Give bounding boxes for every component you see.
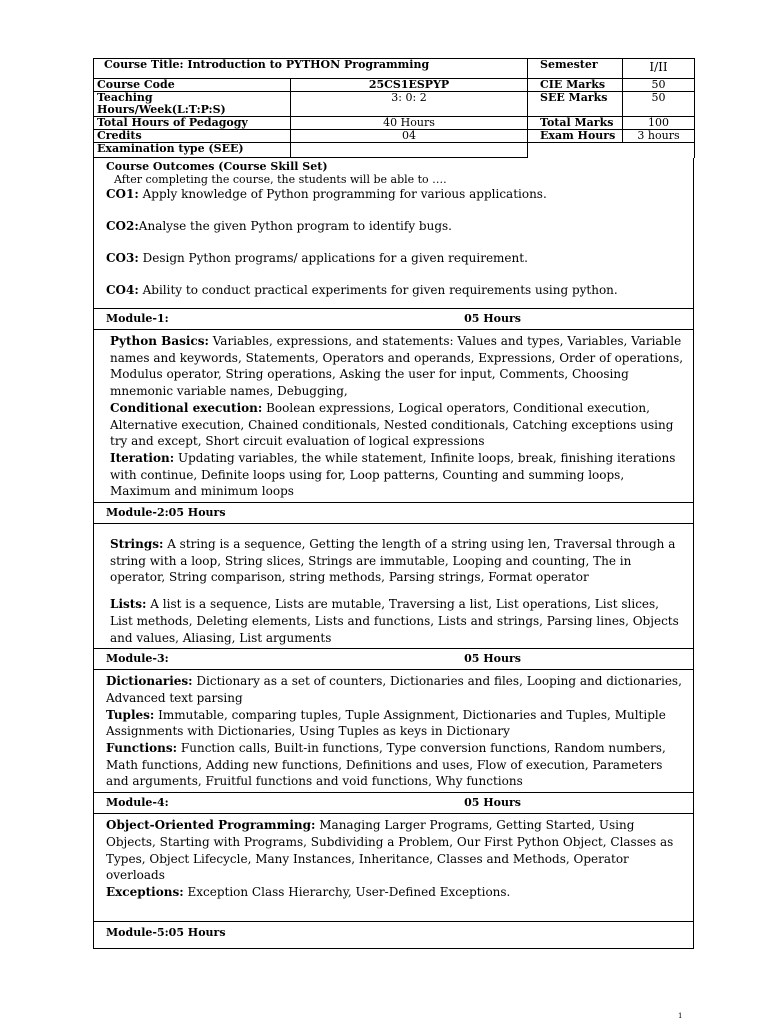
- module-topic: Strings: A string is a sequence, Getting the length of a string using len, Traversal through a string with a loop, String slices, Strings are immutable, Looping and counting, The in operator, String comparison, string methods, Parsing strings, Format operator: [110, 537, 676, 585]
- exam-type-value: [291, 143, 528, 158]
- module-topic: Functions: Function calls, Built-in functions, Type conversion functions, Random numbers, Math functions, Adding new functions, Definitions and uses, Flow of execution, Parameters and arguments, Fruitful functions and void functions, Why functions: [106, 741, 666, 789]
- see-marks-label: SEE Marks: [528, 92, 623, 117]
- total-marks-value: 100: [623, 117, 695, 130]
- total-marks-label: Total Marks: [528, 117, 623, 130]
- cie-marks-value: 50: [623, 79, 695, 92]
- module-5-header: Module-5:05 Hours: [94, 921, 693, 948]
- course-title: Course Title: Introduction to PYTHON Programming: [94, 59, 528, 79]
- course-info-table: [93, 58, 695, 158]
- module-3-header: [94, 648, 693, 670]
- teaching-label-line1: Teaching: [97, 91, 153, 104]
- pedagogy-hours-value: 40 Hours: [291, 117, 528, 130]
- module-2-content: [94, 524, 693, 648]
- module-topic: Lists: A list is a sequence, Lists are mutable, Traversing a list, List operations, List slices, List methods, Deleting elements, Lists and functions, Lists and strings, Parsing lines, Objects and values, Aliasing, List arguments: [110, 597, 679, 645]
- syllabus-body: [93, 158, 694, 949]
- module-topic: Conditional execution: Boolean expressions, Logical operators, Conditional execution, Alternative execution, Chained conditionals, Nested conditionals, Catching exceptions using try and except, Short circuit evaluation of logical expressions: [110, 400, 674, 449]
- pedagogy-hours-label: Total Hours of Pedagogy: [94, 117, 291, 130]
- exam-hours-value: 3 hours: [623, 130, 695, 143]
- module-topic: Object-Oriented Programming: Managing Larger Programs, Getting Started, Using Objects, Starting with Programs, Subdividing a Problem, Our First Python Object, Classes as Types, Object Lifecycle, Many Instances, Inheritance, Classes and Methods, Operator overloads: [106, 818, 674, 883]
- module-3-hours: 05 Hours: [464, 652, 521, 666]
- teaching-label-line2: Hours/Week(L:T:P:S): [97, 103, 226, 116]
- exam-type-label: Examination type (SEE): [94, 143, 291, 158]
- module-topic: Tuples: Immutable, comparing tuples, Tuple Assignment, Dictionaries and Tuples, Multiple Assignments with Dictionaries, Using Tuples as keys in Dictionary: [106, 707, 666, 739]
- outcome-item: CO2:Analyse the given Python program to identify bugs.: [106, 219, 452, 233]
- course-outcomes-heading: Course Outcomes (Course Skill Set): [106, 160, 328, 173]
- semester-label: Semester: [528, 59, 623, 79]
- credits-value: 04: [291, 130, 528, 143]
- syllabus-document: [93, 58, 694, 949]
- module-4-header: [94, 792, 693, 814]
- course-outcomes-section: [94, 158, 693, 308]
- outcome-item: CO3: Design Python programs/ applications for a given requirement.: [106, 251, 528, 265]
- module-topic: Iteration: Updating variables, the while statement, Infinite loops, break, finishing iterations with continue, Definite loops using for, Loop patterns, Counting and summing loops, Maximum and minimum loops: [110, 450, 676, 499]
- module-4-label: Module-4:: [106, 796, 169, 810]
- course-code-value: 25CS1ESPYP: [291, 79, 528, 92]
- outcome-item: CO1: Apply knowledge of Python programming for various applications.: [106, 187, 547, 201]
- module-4-hours: 05 Hours: [464, 796, 521, 810]
- module-topic: Python Basics: Variables, expressions, and statements: Values and types, Variables, Variable names and keywords, Statements, Operators and operands, Expressions, Order of operations, Modulus operator, String operations, Asking the user for input, Comments, Choosing mnemonic variable names, Debugging,: [110, 334, 684, 399]
- course-outcomes-intro: After completing the course, the students will be able to ….: [114, 173, 447, 186]
- see-marks-value: 50: [623, 92, 695, 117]
- credits-label: Credits: [94, 130, 291, 143]
- page-number: 1: [678, 1012, 683, 1020]
- module-4-content: [94, 814, 693, 921]
- module-3-label: Module-3:: [106, 652, 169, 666]
- module-3-content: [94, 670, 693, 792]
- teaching-hours-label: [94, 92, 291, 117]
- teaching-hours-value: 3: 0: 2: [291, 92, 528, 117]
- module-topic: Dictionaries: Dictionary as a set of counters, Dictionaries and files, Looping and dictionaries, Advanced text parsing: [106, 674, 682, 705]
- module-1-content: [94, 330, 693, 502]
- course-code-label: Course Code: [94, 79, 291, 92]
- exam-hours-label: Exam Hours: [528, 130, 623, 143]
- module-1-hours: 05 Hours: [464, 312, 521, 325]
- module-topic: Exceptions: Exception Class Hierarchy, User-Defined Exceptions.: [106, 884, 511, 899]
- cie-marks-label: CIE Marks: [528, 79, 623, 92]
- outcome-item: CO4: Ability to conduct practical experiments for given requirements using python.: [106, 283, 618, 297]
- module-2-header: Module-2:05 Hours: [94, 502, 693, 524]
- module-1-header: [94, 308, 693, 330]
- semester-value: I/II: [623, 59, 695, 79]
- module-1-label: Module-1:: [106, 312, 169, 325]
